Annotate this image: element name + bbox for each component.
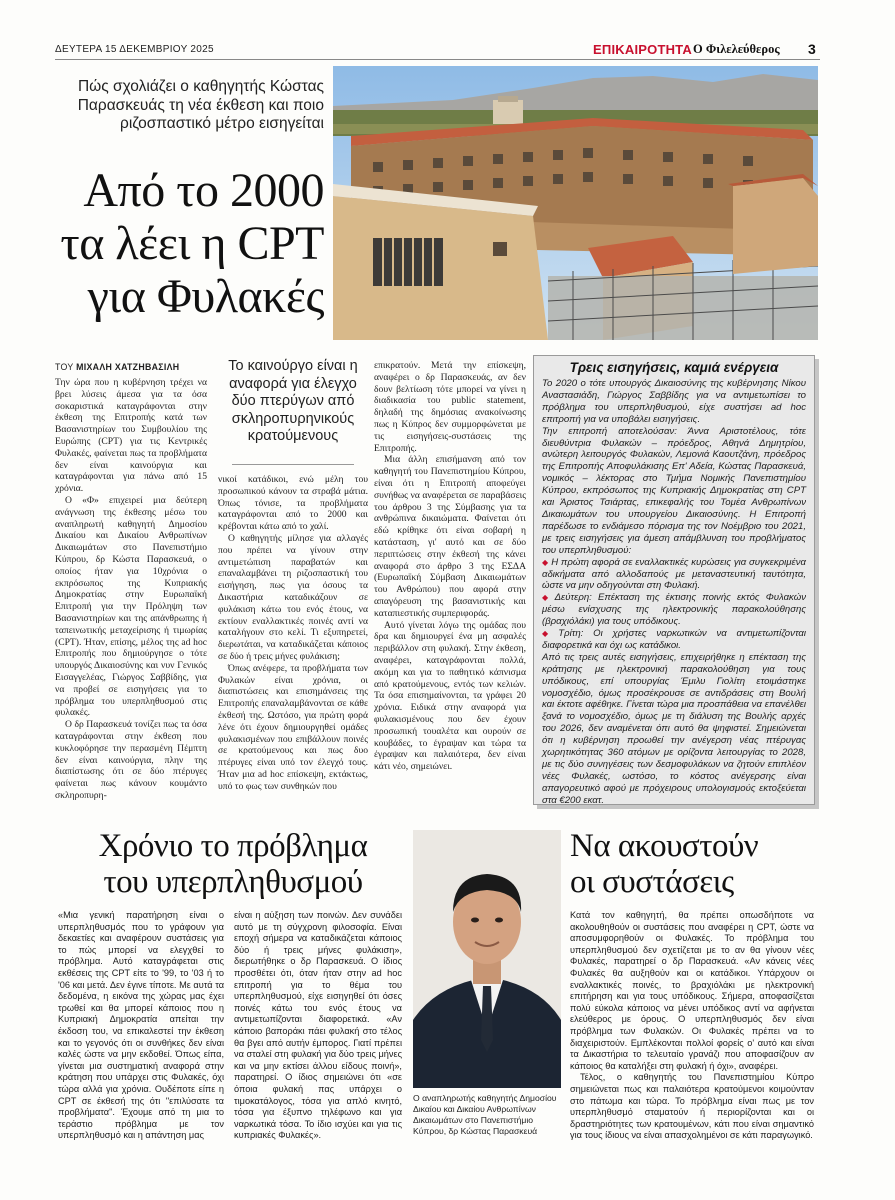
article-column-1: [55, 377, 207, 833]
section2-headline-line-2: του υπερπληθυσμού: [103, 864, 363, 900]
section3-headline-line-2: οι συστάσεις: [570, 864, 734, 900]
col1-paragraph: Ο δρ Παρασκευά τονίζει πως τα όσα καταγράφονται στην έκθεση που κυκλοφόρησε την περασμένη Πέμπτη δεν είναι καινούργια, πλην της διαπίστωσης ότι σε δύο πτέρυγες φαίνεται πως κάνουν κουμάντο σκληροπυρη-: [55, 719, 207, 801]
col3-paragraph: επικρατούν. Μετά την επίσκεψη, αναφέρει ο δρ Παρασκευάς, αν δεν δουν βελτίωση τότε μπορεί να γίνει η διαδικασία του public statement, δηλαδή της δημόσιας ανακοίνωσης πως η Κύπρος δεν συμμορφώνεται με τις εισηγήσεις-συστάσεις της Επιτροπής.: [374, 360, 526, 454]
sidebar-members: Την επιτροπή αποτελούσαν: Άννα Αριστοτέλους, τότε διευθύντρια Φυλακών – πρόεδρος, Αθηνά Δημητρίου, ανώτερη λειτουργός Φυλακών, Λεμονιά Καουτζάνη, πρόεδρος της Επιτροπής Αποφυλάκισης Επ' Αδεία, Κώστας Παρασκευά, νομικός – λέκτορας στο Τμήμα Νομικής Πανεπιστημίου Κύπρου, εκπρόσωπος της Κυπριακής Δημοκρατίας στη CPT και Άριστος Τσιάρτας, επικεφαλής του Τομέα Ανθρωπίνων Δικαιωμάτων του υπουργείου Δικαιοσύνης. Η Επιτροπή παρέδωσε το ενδιάμεσο πόρισμα της τον Νοέμβριο του 2021, με τρεις εισηγήσεις για άμεση απάμβλυνση του προβλήματος του υπερπληθυσμού:: [542, 425, 806, 556]
section2-col2-text: είναι η αύξηση των ποινών. Δεν συνάδει αυτό με τη σύγχρονη φιλοσοφία. Είναι εποχή σήμερα να καταδικάζεται κάποιος δύο ή τρεις μήνες φυλάκιση», διερωτήθηκε ο δρ Παρασκευά. Ο ίδιος προσθέτει ότι, όταν ήταν στην ad hoc επιτροπή για το θέμα του υπερπληθυσμού, είχε εισηγηθεί ότι όσες ποινές κάτω του ενός έτους να αντιμετωπίζονται διαφορετικά. «Αν κάποιο βαποράκι πάει φυλακή στο τέλος θα βγει από αυτήν έμπορος. Γιατί πρέπει να σταλεί στη φυλακή για δύο τρεις μήνες και να μην εκτίσει άλλου είδους ποινή», παρατηρεί. Ο ίδιος σημειώνει ότι «σε όποια φυλακή πας υπάρχει ο τιμοκατάλογος, τόσα για απλό κινητό, τόσα για έξυπνο τηλέφωνο και για ναρκωτικά τόσα. Το ίδιο ισχύει και για τις κυπριακές Φυλακές».: [234, 910, 402, 1141]
byline-author: ΜΙΧΑΛΗ ΧΑΤΖΗΒΑΣΙΛΗ: [76, 362, 180, 372]
article-column-2: [218, 474, 368, 818]
col3-paragraph: Αυτό γίνεται λόγω της ομάδας που δρα και δημιουργεί ένα μη ασφαλές περιβάλλον στη φυλακή. Στην έκθεση, αναφέρει, καταγράφονται πολλά, ακόμη και για το παθητικό κάπνισμα από κρατούμενους, εντός των κελιών. Τα όσα επισημαίνονται, τα γράφει 20 χρόνια. Ειδικά στην αναφορά για φυλακισμένους που δεν έχουν προσωπική τουαλέτα και ουρούν σε κουβάδες, το έγραψαν και τώρα τα έγραψαν και παλαιότερα, δεν είναι κάτι νέο, σημειώνει.: [374, 619, 526, 773]
col1-paragraph: Ο «Φ» επιχειρεί μια δεύτερη ανάγνωση της έκθεσης μέσω του αναπληρωτή καθηγητή Δημοσίου Δικαίου και Δικαίου Ανθρωπίνων Δικαιωμάτων στο Πανεπιστήμιο Κύπρου, δρ Κώστα Παρασκευά, ο οποίος ήταν για 10χρόνια ο εκπρόσωπος της Κυπριακής Δημοκρατίας στην Ευρωπαϊκή Επιτροπή για την Πρόληψη των Βασανιστηρίων και της απάνθρωπης ή ταπεινωτικής μεταχείρισης ή τιμωρίας (CPT). Ήταν, επίσης, μέλος της ad hoc Επιτροπής που δημιούργησε ο τότε υπουργός Δικαιοσύνης και νυν Γενικός Εισαγγελέας, Γιώργος Σαββίδης, για να προβεί σε εισηγήσεις για το πρόβλημα του υπερπληθυσμού στις φυλακές.: [55, 494, 207, 719]
section2-column-1: [58, 910, 224, 1160]
section2-headline: [58, 828, 408, 900]
sidebar-intro: Το 2020 ο τότε υπουργός Δικαιοσύνης της κυβέρνησης Νίκου Αναστασιάδη, Γιώργος Σαββίδης για να αντιμετωπίσει το πρόβλημα του υπερπληθυσμού, είχε συστήσει ad hoc επιτροπή για να υποβάλει εισηγήσεις.: [542, 378, 806, 425]
lead-headline-line-2: τα λέει η CPT: [60, 217, 324, 270]
section3-column: [570, 910, 814, 1160]
lead-headline: [48, 164, 324, 323]
pull-quote: Το καινούργο είναι η αναφορά για έλεγχο δύο πτερύγων από σκληροπυρηνικούς κρατούμενους: [228, 358, 358, 444]
col2-paragraph: νικοί κατάδικοι, ενώ μέλη του προσωπικού κάνουν τα στραβά μάτια. Όπως τόνισε, τα προβλήματα καταγράφονται από το 2000 και κρέβονται κάτω από το χαλί.: [218, 474, 368, 533]
sidebar-title: Τρεις εισηγήσεις, καμιά ενέργεια: [569, 360, 779, 375]
byline-prefix: ΤΟΥ: [55, 362, 74, 372]
lead-headline-line-3: για Φυλακές: [87, 270, 324, 323]
sidebar-outro: Από τις τρεις αυτές εισηγήσεις, επιχειρήθηκε η επέκταση της κράτησης με ηλεκτρονική παρακολούθηση για τους υπόδικους, επί υπουργίας Έμιλυ Γιολίτη ετοιμάστηκε νομοσχέδιο, όμως προσέκρουσε σε αντιδράσεις στη Βουλή και έκτοτε αφέθηκε. Γίνεται τώρα μια προσπάθεια να επανέλθει ξανά το νομοσχέδιο, όμως με τη διάλυση της Βουλής αρχές του 2026, δεν αναμένεται όπι αυτό θα ψηφιστεί. Σημειώνεται ότι η κυβέρνηση προωθεί την ανέγερση νέας πτέρυγας χωρητικότητας 360 ατόμων με ορίζοντα λειτουργίας το 2028, με τις δύο συνηγέσεις των δεσμοφυλάκων να ζητούν επιπλέον νέες Φυλακές, ωστόσο, το κόστος ανέγερσης είναι απαγορευτικό αφού με πρόχειρους υπολογισμούς εκτοξεύεται στα €200 εκατ.: [542, 651, 806, 806]
portrait-caption: Ο αναπληρωτής καθηγητής Δημοσίου Δικαίου και Δικαίου Ανθρωπίνων Δικαιωμάτων στο Πανεπιστήμιο Κύπρου, δρ Κώστας Παρασκευά: [413, 1093, 557, 1136]
header-section: ΕΠΙΚΑΙΡΟΤΗΤΑ: [593, 42, 692, 57]
section2-headline-line-1: Χρόνιο το πρόβλημα: [98, 828, 368, 864]
col2-paragraph: Όπως ανέφερε, τα προβλήματα των Φυλακών είναι χρόνια, οι διαπιστώσεις και επισημάνσεις της Επιτροπής επαναλαμβάνονται σε κάθε έκθεσή της. Ωστόσο, για πρώτη φορά λένε ότι έχουν δημιουργηθεί ομάδες φυλακισμένων που επιβάλλουν ποινές σε κρατούμενους και πως δυο πτέρυγες είναι υπό τον έλεγχό τους. Ήταν μια ad hoc επίσκεψη, εκτάκτως, υπό το φως των συνθηκών που: [218, 662, 368, 792]
sidebar-body: [542, 378, 807, 806]
sidebar-box: [533, 355, 815, 805]
section3-headline: [570, 828, 810, 900]
section3-headline-line-1: Να ακουστούν: [570, 828, 759, 864]
header-rule: [55, 59, 820, 60]
sidebar-bullet-3: ◆ Τρίτη: Οι χρήστες ναρκωτικών να αντιμετωπίζονται διαφορετικά και όχι ως κατάδικοι.: [542, 628, 806, 652]
section2-col1-text: «Μια γενική παρατήρηση είναι ο υπερπληθυσμός που το γράφουν για δεκαετίες και αναφέρουν συστάσεις για το πώς μπορεί να ελεγχθεί το πρόβλημα. Αυτό καταγράφεται στις εκθέσεις της CPT είτε το '99, το '03 ή το '06 και μετά. Δεν έγινε τίποτε. Με αυτά τα δεδομένα, η εικόνα της χώρας μας έχει τρωθεί και θα μπορεί κάποιος που η Κυπριακή Δημοκρατία απείται την έκδοση του, να επικαλεστεί την έκθεση και το γεγονός ότι οι συνθήκες δεν είναι καλές ώστε να μην εκδοθεί. Όπως είπα, γίνεται μια συστηματική αναφορά στην κράτηση που υπάρχει στις Φυλακές, όχι τώρα αλλά για χρόνια. Ουδέποτε είπε η CPT σε έκθεσή της ότι "επιλύσατε τα προβλήματα". Έχουμε από τη μια το τεράστιο πρόβλημα με τον υπερπληθυσμό και η απάντηση μας: [58, 910, 224, 1141]
lead-headline-line-1: Από το 2000: [83, 164, 324, 217]
section3-paragraph: Κατά τον καθηγητή, θα πρέπει οπωσδήποτε να ακολουθηθούν οι συστάσεις που αναφέρει η CPT, ώστε να αποσυμφορηθούν οι Φυλακές. Το πρόβλημα του υπερπληθυσμού δεν σχετίζεται με το αν θα γίνουν νέες Φυλακές, παρατηρεί ο δρ Παρασκευά. «Αν κάνεις νέες Φυλακές θα αυξηθούν και οι κατάδικοι. Υπάρχουν οι εναλλακτικές ποινές, το βραχιόλάκι με ηλεκτρονική επιτήρηση και για τους υπόδικους. Σήμερα, αποφασίζεται πολύ εύκολα κάποιος να μένει υπόδικος αντί να αφήνεται ελεύθερος με όρους. Ο υπερπληθυσμός δεν είναι πρόβλημα των Φυλακών. Οι Φυλακές πρέπει να το διαχειριστούν. Εμπλέκονται πολλοί φορείς ο' αυτό και είναι τα Δικαστήρια το τελευταίο γρανάζι που αποφασίζουν αν κάποιος θα καταλήξει στη φυλακή ή όχι», αναφέρει.: [570, 910, 814, 1071]
section3-paragraph: Τέλος, ο καθηγητής του Πανεπιστημίου Κύπρο σημειώνεται πως και παλαιότερα κρατούμενοι κοιμούνταν στο πάτωμα και τώρα. Το πρόβλημα είναι πως με τον υπερπληθυσμό σταματούν ή περιορίζονται και οι δραστηριότητες των κρατουμένων, κάτι που είναι σημαντικό για τους ίδιους να είναι απασχολημένοι σε κάτι παραγωγικό.: [570, 1072, 814, 1141]
pull-quote-rule: [232, 464, 354, 465]
header-page-number: 3: [808, 41, 816, 57]
portrait-photo: [413, 830, 561, 1088]
header-date: ΔΕΥΤΕΡΑ 15 ΔΕΚΕΜΒΡΙΟΥ 2025: [55, 44, 214, 55]
page-header: [0, 0, 895, 62]
header-paper: Ο Φιλελεύθερος: [693, 42, 780, 56]
col2-paragraph: Ο καθηγητής μίλησε για αλλαγές που πρέπει να γίνουν στην αντιμετώπιση παραβατών και επαναλαμβάνει τη ριζοσπαστική του εισήγηση, πως για όσους τα Δικαστήρια καταδικάζουν σε φυλάκιση κάτω του ενός έτους, να εκτίουν εναλλακτικές ποινές αντί να καταλήγουν στο κελί. Τι εξυπηρετεί, διερωτάται, να καταδικάζεται κάποιος σε δύο ή τρεις μήνες φυλάκιση;: [218, 532, 368, 662]
section2-column-2: [234, 910, 402, 1160]
sidebar-bullet-1: ◆ Η πρώτη αφορά σε εναλλακτικές κυρώσεις για συγκεκριμένα αδικήματα από αλλοδαπούς με μεταναστευτική ταυτότητα, ώστε να μην οδηγούνται στη Φυλακή.: [542, 557, 806, 593]
lead-kicker: Πώς σχολιάζει ο καθηγητής Κώστας Παρασκευάς τη νέα έκθεση και ποιο ριζοσπαστικό μέτρο εισηγείται: [77, 78, 324, 132]
byline: [55, 362, 179, 372]
sidebar-bullet-2: ◆ Δεύτερη: Επέκταση της έκτισης ποινής εκτός Φυλακών μέσω ενίσχυσης της ηλεκτρονικής παρακολούθησης (βραχιόλάκι) για τους υπόδικους.: [542, 592, 806, 628]
col3-paragraph: Μια άλλη επισήμανση από τον καθηγητή του Πανεπιστημίου Κύπρου, είναι ότι η Επιτροπή αποφεύγει συνήθως να αναφέρεται σε παραβάσεις του άρθρου 3 της Σύμβασης για τα ανθρώπινα δικαιώματα. Φαίνεται ότι εδώ κρίθηκε ότι είναι σοβαρή η κατάσταση, γι' αυτό και σε δύο περιπτώσεις στην έκθεσή της κάνει αναφορά στο άρθρο 3 της ΕΣΔΑ (Ευρωπαϊκή Σύμβαση Δικαιωμάτων του Ανθρώπου) που αφορά στην απαγόρευση της βασανιστικής και καταπιεστικής συμπεριφοράς.: [374, 454, 526, 619]
col1-paragraph: Την ώρα που η κυβέρνηση τρέχει να βρει λύσεις άμεσα για τα όσα σοκαριστικά καταγράφονται στην έκθεση της Επιτροπής κατά των Βασανιστηρίων του Συμβουλίου της Ευρώπης (CPT) για τις Κεντρικές Φυλακές, φαίνεται πως τα προβλήματα δεν είναι καινούργια και καταγράφονται για πάνω από 15 χρόνια.: [55, 377, 207, 495]
prison-photo: [333, 66, 818, 340]
article-column-3: [374, 360, 526, 822]
